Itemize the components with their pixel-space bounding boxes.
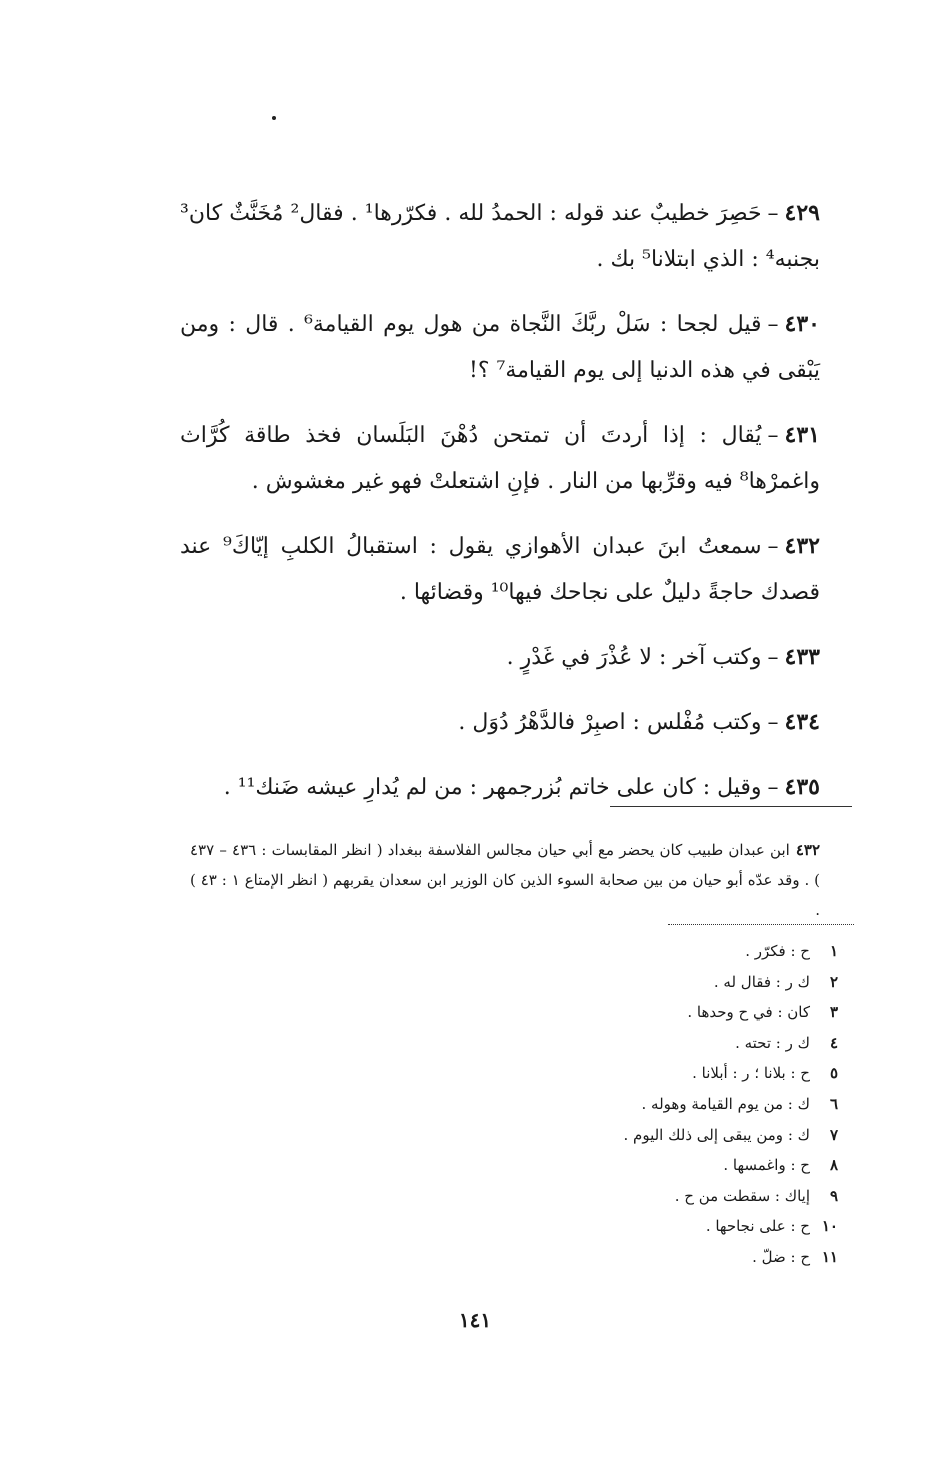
- main-text: [180, 190, 820, 829]
- footnote-number: ٢: [829, 972, 838, 991]
- footnote-text: كان : في ح وحدها .: [687, 1003, 810, 1022]
- entry-dash: –: [767, 312, 779, 337]
- footnote-text: إياك : سقطت من ح .: [674, 1186, 810, 1205]
- footnote-number: ١١: [821, 1247, 838, 1266]
- footnote-text: ح : ضلّ .: [752, 1247, 810, 1266]
- footnote-number: ١: [829, 942, 838, 960]
- footnote-text: ك : من يوم القيامة وهوله .: [641, 1094, 810, 1113]
- footnote-number: ٤: [829, 1033, 838, 1052]
- entry-number: ٤٣٠: [784, 311, 820, 337]
- footnote: [438, 1058, 838, 1089]
- footnote-text: ك ر : تحته .: [735, 1033, 810, 1052]
- entry-dash: –: [767, 534, 779, 559]
- entry-number: ٤٢٩: [784, 200, 820, 226]
- commentary-number: ٤٣٢: [795, 841, 820, 859]
- entry-429: [180, 190, 820, 283]
- entry-number: ٤٣١: [784, 422, 820, 448]
- footnote-text: ح : بلانا ؛ ر : أبلانا .: [692, 1064, 810, 1083]
- footnote-number: ٩: [829, 1186, 838, 1205]
- commentary-divider: [610, 806, 852, 807]
- entry-431: [180, 412, 820, 505]
- footnotes-list: [438, 936, 838, 1273]
- entry-number: ٤٣٤: [784, 709, 820, 735]
- entry-dash: –: [767, 201, 779, 226]
- footnote: [438, 997, 838, 1028]
- entry-432: [180, 523, 820, 616]
- commentary-note: [190, 835, 820, 925]
- footnote: [438, 1242, 838, 1273]
- entry-text: وقيل : كان على خاتم بُزرجمهر : من لم يُدارِ عيشه ضَنك¹¹ .: [223, 775, 762, 800]
- footnote-text: ك : ومن يبقى إلى ذلك اليوم .: [623, 1125, 810, 1144]
- entry-text: حَصِرَ خطيبٌ عند قوله : الحمدُ لله . فكرّرها¹ . فقال² مُخَنَّثٌ كان³ بجنبه⁴ : الذي ابتلانا⁵ بك .: [180, 201, 820, 272]
- entry-434: [180, 699, 820, 746]
- entry-dash: –: [767, 710, 779, 735]
- footnote: [438, 1150, 838, 1181]
- footnote: [438, 1028, 838, 1059]
- footnote: [438, 967, 838, 998]
- footnote-text: ك ر : فقال له .: [713, 972, 810, 991]
- entry-text: وكتب آخر : لا عُذْرَ في غَدْرٍ .: [506, 645, 762, 670]
- footnote-text: ح : على نجاحها .: [705, 1217, 810, 1236]
- entry-433: [180, 634, 820, 681]
- footnote: [438, 1211, 838, 1242]
- footnote-number: ٨: [829, 1156, 838, 1175]
- footnote-number: ٥: [829, 1064, 838, 1083]
- entry-text: يُقال : إذا أردتَ أن تمتحن دُهْنَ البَلَسان فخذ طاقة كُرَّاث واغمرْها⁸ فيه وقرِّبها من النار . فإنِ اشتعلتْ فهو غير مغشوش .: [180, 423, 820, 494]
- entry-number: ٤٣٢: [784, 533, 820, 559]
- footnote-number: ٧: [829, 1125, 838, 1144]
- entry-430: [180, 301, 820, 394]
- page-number: ١٤١: [458, 1308, 492, 1332]
- entry-number: ٤٣٣: [784, 644, 820, 670]
- entry-text: وكتب مُفْلس : اصبِرْ فالدَّهْرُ دُوَل .: [458, 710, 762, 735]
- entry-number: ٤٣٥: [784, 774, 820, 800]
- footnote: [438, 936, 838, 967]
- footnote-number: ٦: [829, 1094, 838, 1113]
- entry-text: سمعتُ ابنَ عبدان الأهوازي يقول : استقبالُ الكلبِ إيّاكَ⁹ عند قصدك حاجةً دليلٌ على نجاحك فيها¹⁰ وقضائها .: [180, 534, 820, 605]
- entry-dash: –: [767, 645, 779, 670]
- footnote-text: ح : واغمسها .: [723, 1156, 810, 1175]
- footnote: [438, 1181, 838, 1212]
- ink-speck: [272, 116, 276, 120]
- commentary-text: ابن عبدان طبيب كان يحضر مع أبي حيان مجالس الفلاسفة ببغداد ( انظر المقابسات : ٤٣٦ – ٤٣٧ ) . وقد عدّه أبو حيان من بين صحابة السوء الذين كان الوزير ابن سعدان يقربهم ( انظر الإمتاع ١ : ٤٣ ) .: [190, 841, 820, 919]
- entry-dash: –: [767, 423, 779, 448]
- entry-435: [180, 764, 820, 811]
- footnote-number: ٣: [829, 1003, 838, 1022]
- footnote: [438, 1120, 838, 1151]
- entry-dash: –: [767, 775, 779, 800]
- footnotes-divider: [668, 924, 854, 925]
- footnote: [438, 1089, 838, 1120]
- footnote-text: ح : فكرّر .: [745, 942, 810, 960]
- entry-text: قيل لجحا : سَلْ ربَّكَ النَّجاة من هول يوم القيامة⁶ . قال : ومن يَبْقى في هذه الدنيا إلى يوم القيامة⁷ ؟!: [180, 312, 820, 383]
- footnote-number: ١٠: [821, 1217, 838, 1236]
